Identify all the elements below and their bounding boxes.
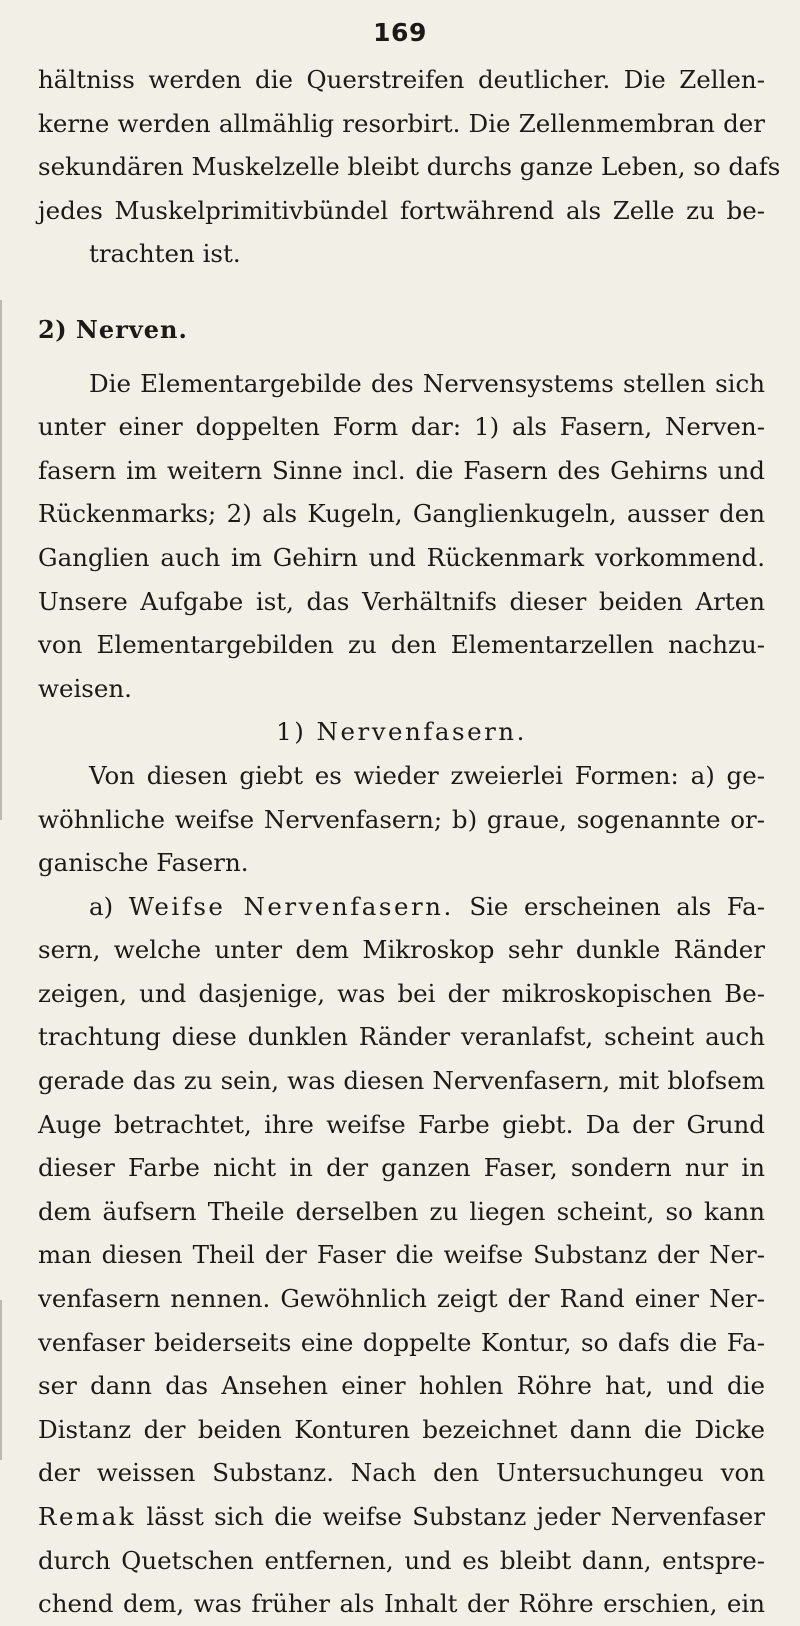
text-line: Distanz der beiden Konturen bezeichnet dann die Dicke — [38, 1414, 765, 1444]
text-line: Auge betrachtet, ihre weifse Farbe giebt. Da der Grund — [38, 1109, 765, 1139]
text-line: Ganglien auch im Gehirn und Rückenmark vorkommend. — [38, 542, 765, 572]
text-line: venfasern nennen. Gewöhnlich zeigt der Rand einer Ner- — [38, 1284, 765, 1314]
section-heading — [38, 308, 765, 352]
text-line: kerne werden allmählig resorbirt. Die Zellenmembran der — [38, 108, 765, 138]
text-line: ser dann das Ansehen einer hohlen Röhre hat, und die — [38, 1371, 765, 1401]
text-line: Von diesen giebt es wieder zweierlei Formen: a) ge- — [89, 760, 765, 790]
text-line: dieser Farbe nicht in der ganzen Faser, sondern nur in — [38, 1153, 765, 1183]
text-line: sern, welche unter dem Mikroskop sehr dunkle Ränder — [38, 935, 765, 965]
text-line: gerade das zu sein, was diesen Nervenfasern, mit blofsem — [38, 1066, 765, 1096]
text-line: zeigen, und dasjenige, was bei der mikroskopischen Be- — [38, 978, 765, 1008]
text-line: Unsere Aufgabe ist, das Verhältnifs dieser beiden Arten — [38, 586, 765, 616]
text-line: unter einer doppelten Form dar: 1) als Fasern, Nerven- — [38, 412, 765, 442]
text-line: man diesen Theil der Faser die weifse Substanz der Ner- — [38, 1240, 765, 1270]
text-line: wöhnliche weifse Nervenfasern; b) graue, sogenannte or- — [38, 804, 765, 834]
text-line: Rückenmarks; 2) als Kugeln, Ganglienkugeln, ausser den — [38, 499, 765, 529]
section-number: 2) — [38, 314, 68, 344]
paragraph-muscle-cells — [38, 58, 781, 276]
text-line: trachten ist. — [89, 239, 241, 269]
paragraph-elementary-forms — [38, 362, 765, 711]
text-line: chend dem, was früher als Inhalt der Röhre erschien, ein — [38, 1589, 765, 1619]
text-line: der weissen Substanz. Nach den Untersuchungeu von — [38, 1458, 765, 1488]
text-line: von Elementargebilden zu den Elementarzellen nachzu- — [38, 630, 765, 660]
text-line: sekundären Muskelzelle bleibt durchs ganze Leben, so dafs — [38, 152, 781, 182]
spaced-term: Weifse Nervenfasern. — [128, 891, 454, 921]
subsection-heading: 1) Nervenfasern. — [276, 717, 527, 747]
text-line: Die Elementargebilde des Nervensystems stellen sich — [89, 368, 765, 398]
binding-shadow-bottom — [0, 1300, 2, 1460]
section-title: Nerven. — [75, 314, 188, 344]
text-line: durch Quetschen entfernen, und es bleibt dann, entspre- — [38, 1545, 765, 1575]
body-text — [38, 58, 781, 1626]
text-line: venfaser beiderseits eine doppelte Kontur, so dafs die Fa- — [38, 1327, 765, 1357]
page-number: 169 — [373, 18, 427, 47]
text-line: hältniss werden die Querstreifen deutlicher. Die Zellen- — [38, 65, 765, 94]
text-line: weisen. — [38, 673, 132, 703]
text-line: jedes Muskelprimitivbündel fortwährend als Zelle zu be- — [38, 195, 765, 225]
paragraph-white-fibers — [38, 885, 765, 1626]
text-line — [38, 885, 765, 929]
text-line — [38, 1495, 765, 1539]
text-line: ganische Fasern. — [38, 848, 249, 878]
text-run: Sie erscheinen als Fa- — [469, 891, 765, 921]
text-line: dem äufsern Theile derselben zu liegen scheint, so kann — [38, 1196, 765, 1226]
text-line: trachtung diese dunklen Ränder veranlafst, scheint auch — [38, 1022, 765, 1052]
item-label: a) — [89, 891, 114, 921]
paragraph-two-forms — [38, 754, 765, 885]
text-line: fasern im weitern Sinne incl. die Fasern des Gehirns und — [38, 455, 765, 485]
binding-shadow-top — [0, 300, 2, 820]
text-run: lässt sich die weifse Substanz jeder Nervenfaser — [146, 1502, 765, 1531]
author-name: Remak — [38, 1502, 137, 1531]
